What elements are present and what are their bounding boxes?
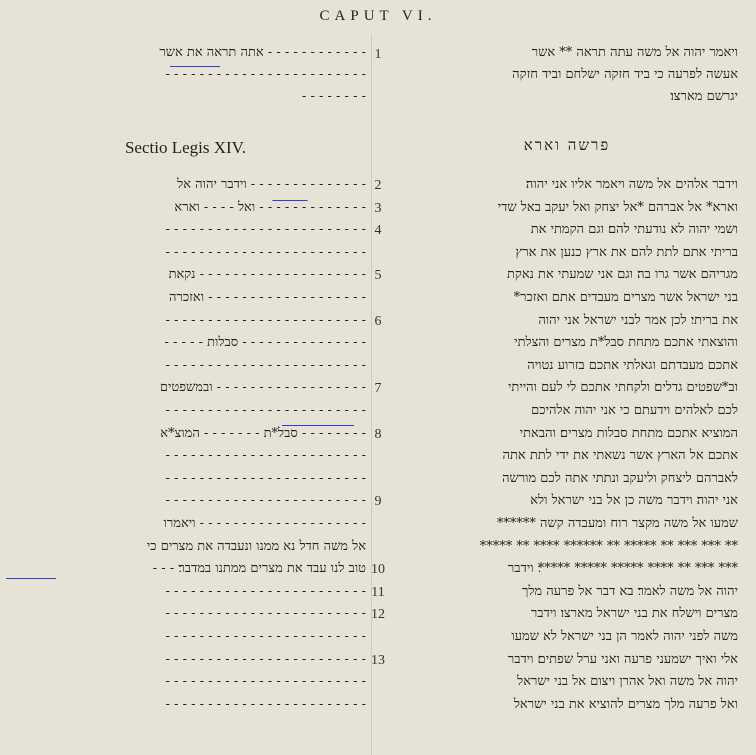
text-line: שמעו אל משה מקצר רוח ומעבדה קשה ****** <box>496 516 738 531</box>
text-line: *** *** ** **** ***** ***** *****׃ וידבר <box>507 561 738 576</box>
text-line: והוצאתי אתכם מתחת סבל*ת מצרים והצלתי <box>514 335 738 350</box>
text-line: אלי ואיך ישמעני פרעה ואני ערל שפתים׃ וידבר <box>507 652 738 667</box>
text-line: - - - - - - - - - - - - - - - - - - - - - - - - <box>165 448 366 463</box>
text-line: - - - - - - - - - - - - - - וידבר יהוה אל <box>177 177 366 192</box>
text-line: - - - - - - - - - - - - - - - - - - - - - - - - <box>165 245 366 260</box>
ink-underline <box>282 425 354 426</box>
verse-number: 11 <box>371 585 385 600</box>
verse-number: 2 <box>374 178 382 193</box>
text-line: אתכם אל הארץ אשר נשאתי את ידי לתת אתה <box>502 448 738 463</box>
text-line: את בריתי׃ לכן אמר לבני ישראל אני יהוה <box>538 313 738 328</box>
text-line: משה לפני יהוה לאמר הן בני ישראל לא שמעו <box>511 629 738 644</box>
verse-number: 3 <box>374 201 382 216</box>
page-title: CAPUT VI. <box>319 8 437 24</box>
text-line: - - - - - - - - - - - - - - - - - - - - - - - - <box>165 313 366 328</box>
text-line: - - - - - - - - - - - - - - - - - - - - נקאת <box>168 267 366 282</box>
text-line: - - - - - - - - - - - - - - - - - - - - - - - - <box>165 471 366 486</box>
text-line: המוציא אתכם מתחת סבלות מצרים׃ והבאתי <box>519 426 738 441</box>
text-line: יהוה אל משה לאמר׃ בא דבר אל פרעה מלך <box>521 584 738 599</box>
text-line: בריתי אתם לתת להם את ארץ כנען את ארץ <box>515 245 738 260</box>
text-line: - - - - - - - - - - - - אתה תראה את אשר <box>159 45 366 60</box>
text-line: - - - - - - - - - - - - - - - - - - - - - - - - <box>165 629 366 644</box>
text-line: - - - - - - - - - - - - - - - - - - - - - - - - <box>165 697 366 712</box>
text-line: - - - - - - - - - - - - - - - - - - - - - - - - <box>165 403 366 418</box>
verse-number: 7 <box>374 381 382 396</box>
ink-underline <box>272 200 308 201</box>
ink-underline <box>170 66 220 67</box>
text-line: טוב לנו עבד את מצרים ממתנו במדבר׃ - - - <box>152 561 366 576</box>
verse-number: 4 <box>374 223 382 238</box>
text-line: - - - - - - - - <box>301 89 366 104</box>
text-line: יהוה אל משה ואל אהרן ויצום אל בני ישראל <box>517 674 738 689</box>
text-line: - - - - - - - - - - - - - - - - - - ובמשפטים <box>159 380 366 395</box>
text-line: - - - - - - - - - - - - - - - - - - - - - - - - <box>165 67 366 82</box>
text-line: ושמי יהוה לא נודעתי להם׃ וגם הקמתי את <box>530 222 738 237</box>
text-line: - - - - - - - - - - - - - - - - - - - - - - - - <box>165 652 366 667</box>
sectio-legis-heading: Sectio Legis XIV. <box>124 138 247 157</box>
text-line: - - - - - - - - - - - - - - - סבלות - - - - - <box>164 335 366 350</box>
text-line: לכם לאלהים וידעתם כי אני יהוה אלהיכם <box>531 403 738 418</box>
text-line: - - - - - - - - - - - - - - - - - - - - - - - - <box>165 606 366 621</box>
verse-number: 6 <box>374 314 382 329</box>
parasha-heading: פרשה וארא <box>523 136 611 154</box>
text-line: וב*שפטים גדלים׃ ולקחתי אתכם לי לעם והייתי <box>507 380 738 395</box>
verse-number: 12 <box>371 607 385 622</box>
ink-underline <box>6 578 56 579</box>
verse-number: 8 <box>374 427 382 442</box>
text-line: אני יהוה׃ וידבר משה כן אל בני ישראל ולא <box>530 493 738 508</box>
text-line: מגריהם אשר גרו בה׃ וגם אני שמעתי את נאקת <box>507 267 738 282</box>
text-line: אעשה לפרעה כי ביד חזקה ישלחם וביד חזקה <box>512 67 738 82</box>
text-line: - - - - - - - - - - - - - ואל - - - - וארא <box>174 200 366 215</box>
verse-number: 9 <box>374 494 382 509</box>
text-line: לאברהם ליצחק וליעקב ונתתי אתה לכם מורשה <box>502 471 738 486</box>
verse-number: 10 <box>371 562 385 577</box>
text-line: ** *** *** ** ***** ** ****** **** ** ***** <box>479 539 738 554</box>
text-line: - - - - - - - - - - - - - - - - - - - - - - - - <box>165 493 366 508</box>
verse-number: 13 <box>371 653 385 668</box>
text-line: מצרים וישלח את בני ישראל מארצו׃ וידבר <box>530 606 738 621</box>
text-line: יגרשם מארצו׃ <box>670 89 738 104</box>
text-line: בני ישראל אשר מצרים מעבדים אתם ואזכר* <box>513 290 738 305</box>
verse-number: 5 <box>374 268 382 283</box>
text-line: - - - - - - - - סבל*ת - - - - - - - המוצ*א <box>160 426 366 441</box>
text-line: אל משה חדל נא ממנו ונעבדה את מצרים כי <box>146 539 366 554</box>
text-line: ואל פרעה מלך מצרים להוציא את בני ישראל <box>513 697 738 712</box>
text-line: וארא* אל אברהם *אל יצחק ואל יעקב באל שדי <box>497 200 738 215</box>
text-line: אתכם מעבדתם וגאלתי אתכם בזרוע נטויה <box>527 358 738 373</box>
text-line: - - - - - - - - - - - - - - - - - - - - - - - - <box>165 674 366 689</box>
verse-number: 1 <box>374 47 382 62</box>
text-line: וידבר אלהים אל משה ויאמר אליו אני יהוה׃ <box>525 177 738 192</box>
text-line: - - - - - - - - - - - - - - - - - - - - - - - - <box>165 584 366 599</box>
text-line: - - - - - - - - - - - - - - - - - - - - - - - - <box>165 222 366 237</box>
text-line: ויאמר יהוה אל משה עתה תראה ** אשר <box>531 45 738 60</box>
text-line: - - - - - - - - - - - - - - - - - - - - - - - - <box>165 358 366 373</box>
text-line: - - - - - - - - - - - - - - - - - - - ואזכרה <box>169 290 366 305</box>
text-line: - - - - - - - - - - - - - - - - - - - - ויאמרו <box>163 516 366 531</box>
